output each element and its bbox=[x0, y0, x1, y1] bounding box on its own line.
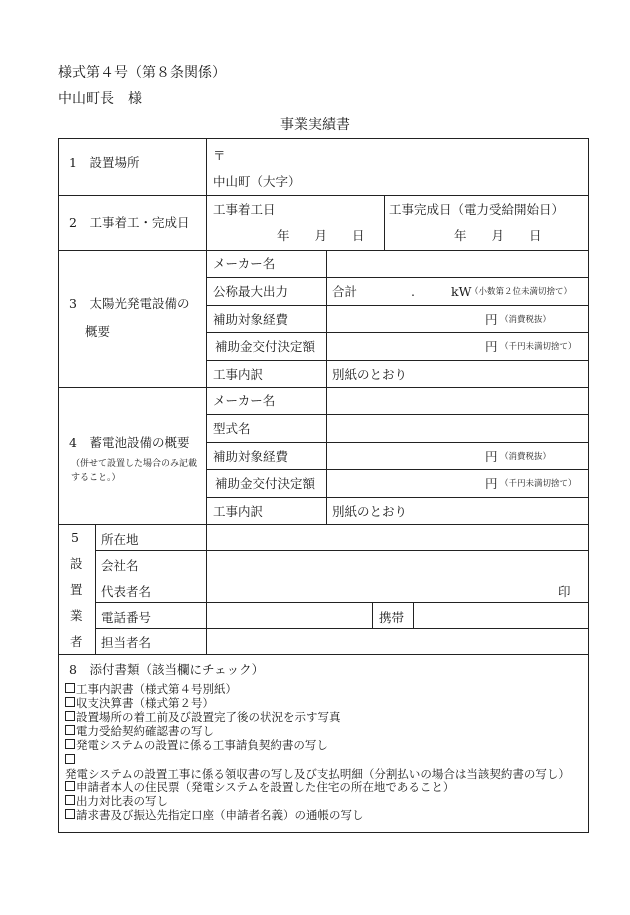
attachment-item[interactable]: 請求書及び振込先指定口座（申請者名義）の通帳の写し bbox=[65, 809, 364, 823]
sec5-mobile-divider bbox=[372, 602, 373, 628]
start-date-label: 工事着工日 bbox=[213, 202, 276, 217]
sec4-grant-label: 補助金交付決定額 bbox=[215, 476, 316, 491]
checkbox-icon[interactable] bbox=[65, 809, 75, 819]
sec3-grant-label: 補助金交付決定額 bbox=[215, 339, 316, 354]
representative-label: 代表者名 bbox=[101, 584, 152, 599]
sec4-breakdown-value: 別紙のとおり bbox=[332, 504, 408, 519]
attachment-item[interactable]: 出力対比表の写し bbox=[65, 795, 168, 809]
phone-label: 電話番号 bbox=[101, 610, 152, 625]
divider-5-8 bbox=[59, 654, 588, 655]
page-title: 事業実績書 bbox=[280, 117, 350, 133]
seal-mark: 印 bbox=[558, 584, 571, 599]
sec3-eligible-cost-label: 補助対象経費 bbox=[213, 312, 289, 327]
sec4-maker-label: メーカー名 bbox=[213, 393, 276, 408]
sec4-tax-note: （消費税抜） bbox=[500, 452, 552, 462]
checkbox-icon[interactable] bbox=[65, 739, 75, 749]
sec3-breakdown-label: 工事内訳 bbox=[213, 367, 264, 382]
sec4-row-line bbox=[206, 442, 588, 443]
sec3-kw-note: （小数第２位未満切捨て） bbox=[470, 287, 573, 297]
sec5-row-line bbox=[95, 602, 588, 603]
sec2-date-divider bbox=[384, 195, 385, 250]
addressee: 中山町長 様 bbox=[58, 91, 142, 107]
end-date-field: 年 月 日 bbox=[454, 228, 542, 243]
attachment-item[interactable]: 収支決算書（様式第２号） bbox=[65, 697, 214, 711]
attachment-item[interactable]: 電力受給契約確認書の写し bbox=[65, 725, 214, 739]
start-date-field: 年 月 日 bbox=[277, 228, 365, 243]
divider-4-5 bbox=[59, 524, 588, 525]
sec3-grant-yen-unit: 円 bbox=[485, 339, 498, 354]
sec4-grant-yen-unit: 円 bbox=[485, 476, 498, 491]
town-name: 中山町（大字） bbox=[213, 174, 301, 189]
sec2-label: 2 工事着工・完成日 bbox=[69, 215, 190, 230]
sec5-vertical-char: 置 bbox=[70, 582, 83, 597]
sec4-eligible-cost-label: 補助対象経費 bbox=[213, 449, 289, 464]
attachment-item[interactable]: 申請者本人の住民票（発電システムを設置した住宅の所在地であること） bbox=[65, 781, 454, 795]
sec3-tax-note: （消費税抜） bbox=[500, 315, 552, 325]
sec3-row-line bbox=[206, 360, 588, 361]
divider-1-2 bbox=[59, 195, 588, 196]
sec5-column-divider bbox=[206, 524, 207, 654]
attachment-item[interactable]: 設置場所の着工前及び設置完了後の状況を示す写真 bbox=[65, 711, 341, 725]
sec3-output-label: 公称最大出力 bbox=[213, 284, 289, 299]
sec3-row-line bbox=[206, 305, 588, 306]
sec4-thousand-note: （千円未満切捨て） bbox=[500, 479, 577, 489]
sec3-row-line bbox=[206, 277, 588, 278]
postal-mark: 〒 bbox=[213, 148, 226, 163]
sec5-vertical-char: 業 bbox=[70, 608, 83, 623]
attachment-item[interactable]: 発電システムの設置工事に係る領収書の写し及び支払明細（分割払いの場合は当該契約書の写し） bbox=[65, 753, 579, 782]
sec4-yen-unit: 円 bbox=[485, 449, 498, 464]
sec3-thousand-note: （千円未満切捨て） bbox=[500, 342, 577, 352]
sec5-vertical-label-divider bbox=[95, 524, 96, 654]
attachments-title: 8 添付書類（該当欄にチェック） bbox=[69, 662, 265, 677]
sec3-row-line bbox=[206, 332, 588, 333]
sec4-row-line bbox=[206, 414, 588, 415]
sec3-yen-unit: 円 bbox=[485, 312, 498, 327]
sec4-label: 4 蓄電池設備の概要 bbox=[69, 435, 190, 450]
checkbox-icon[interactable] bbox=[65, 781, 75, 791]
mobile-label: 携帯 bbox=[379, 610, 405, 625]
sec3-maker-label: メーカー名 bbox=[213, 256, 276, 271]
checkbox-icon[interactable] bbox=[65, 725, 75, 735]
sec4-note: （併せて設置した場合のみ記載すること。） bbox=[71, 459, 198, 483]
sec4-breakdown-label: 工事内訳 bbox=[213, 504, 264, 519]
sec5-vertical-char: 設 bbox=[70, 556, 83, 571]
sec4-row-line bbox=[206, 469, 588, 470]
sec5-row-line bbox=[95, 550, 588, 551]
attachment-item[interactable]: 発電システムの設置に係る工事請負契約書の写し bbox=[65, 739, 328, 753]
divider-2-3 bbox=[59, 250, 588, 251]
sec3-total-label: 合計 bbox=[332, 284, 358, 299]
divider-3-4 bbox=[59, 387, 588, 388]
end-date-label: 工事完成日（電力受給開始日） bbox=[389, 202, 565, 217]
sec5-number: 5 bbox=[71, 530, 79, 545]
checkbox-icon[interactable] bbox=[65, 754, 75, 764]
sec4-column-divider bbox=[326, 387, 327, 524]
sec1-label: 1 設置場所 bbox=[69, 155, 140, 170]
company-label: 会社名 bbox=[101, 558, 139, 573]
sec3-decimal-point: . bbox=[411, 284, 415, 299]
person-in-charge-label: 担当者名 bbox=[101, 635, 152, 650]
address-label: 所在地 bbox=[101, 532, 139, 547]
attachment-item[interactable]: 工事内訳書（様式第４号別紙） bbox=[65, 683, 237, 697]
checkbox-icon[interactable] bbox=[65, 711, 75, 721]
sec5-mobile-divider bbox=[413, 602, 414, 628]
sec3-label-line2: 概要 bbox=[85, 324, 111, 339]
sec3-kw-unit: kW bbox=[451, 284, 472, 299]
checkbox-icon[interactable] bbox=[65, 697, 75, 707]
sec5-vertical-char: 者 bbox=[70, 634, 83, 649]
sec4-row-line bbox=[206, 497, 588, 498]
sec3-label-line1: 3 太陽光発電設備の bbox=[69, 296, 190, 311]
report-form bbox=[58, 138, 589, 833]
checkbox-icon[interactable] bbox=[65, 683, 75, 693]
checkbox-icon[interactable] bbox=[65, 795, 75, 805]
sec4-model-label: 型式名 bbox=[213, 421, 251, 436]
sec5-row-line bbox=[95, 628, 588, 629]
form-number: 様式第４号（第８条関係） bbox=[58, 65, 226, 81]
sec3-column-divider bbox=[326, 250, 327, 387]
sec3-breakdown-value: 別紙のとおり bbox=[332, 367, 408, 382]
